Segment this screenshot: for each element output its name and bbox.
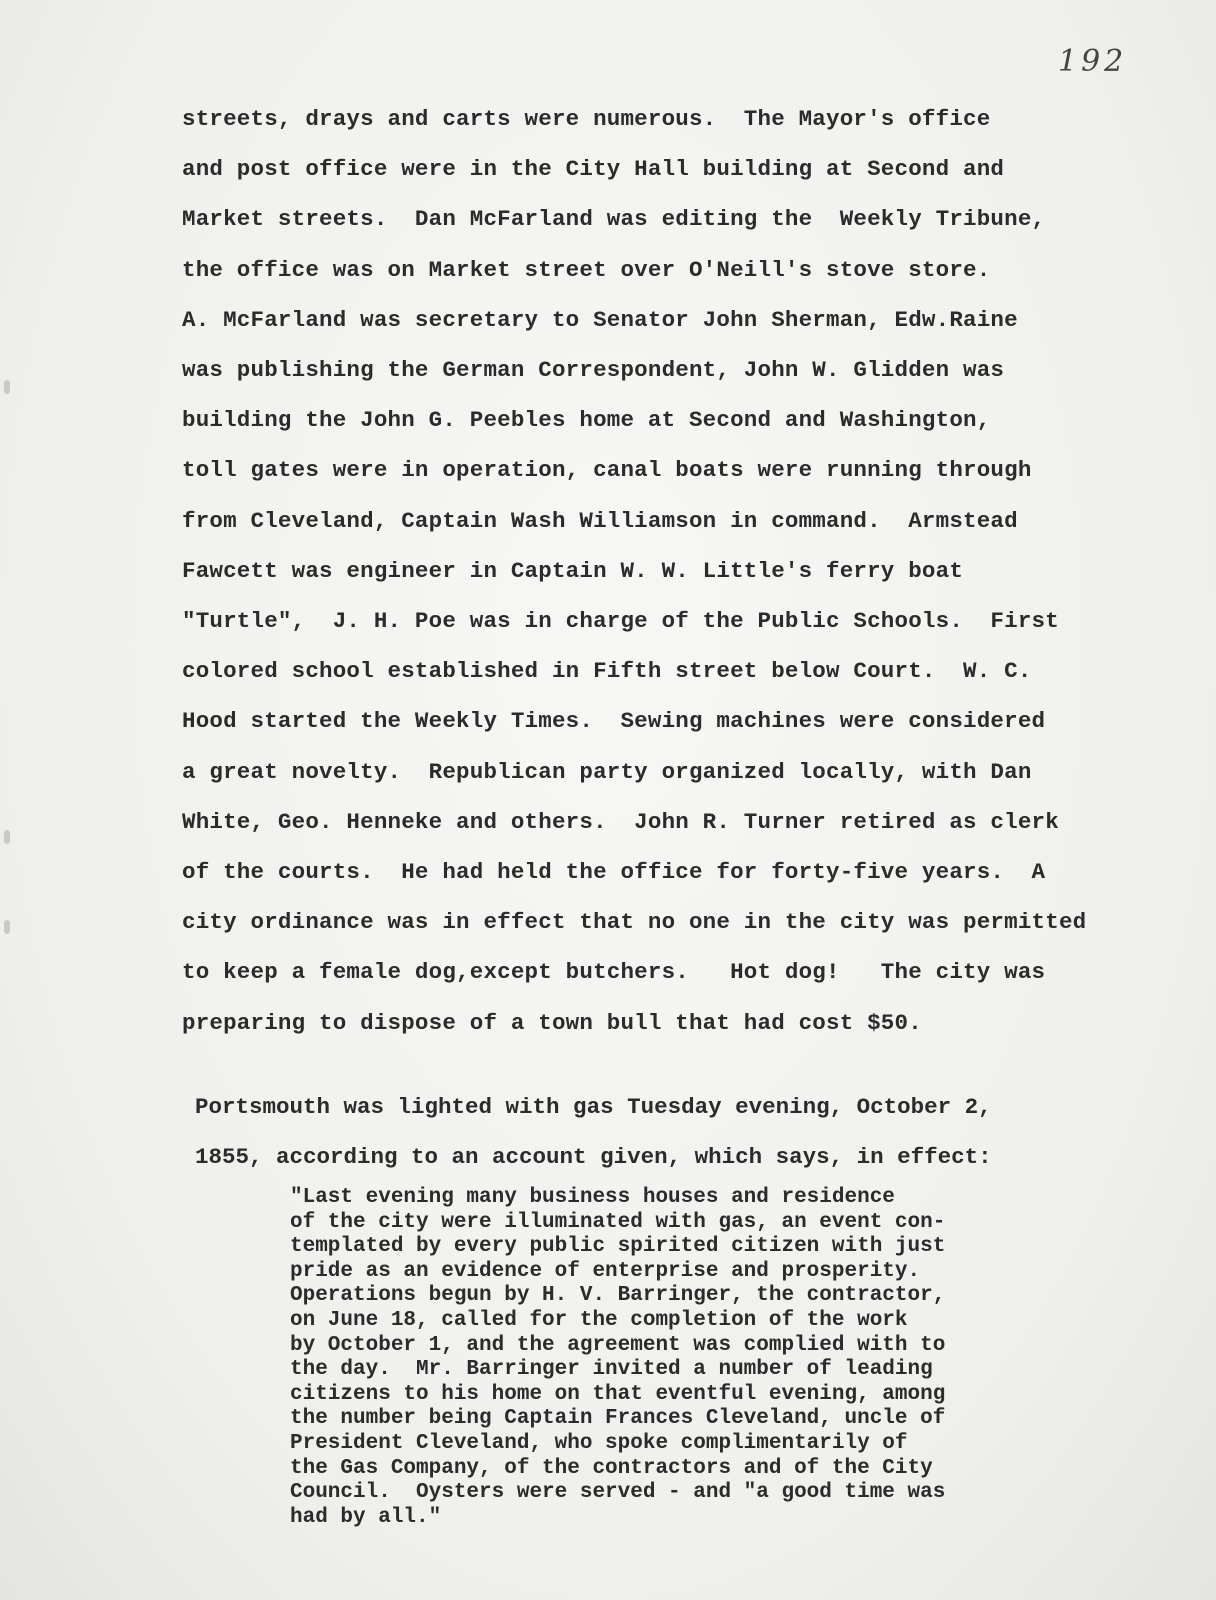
text-line: Fawcett was engineer in Captain W. W. Little's ferry boat: [182, 557, 964, 584]
text-line: streets, drays and carts were numerous. The Mayor's office: [182, 106, 991, 132]
text-line: Market streets. Dan McFarland was editing the Weekly Tribune,: [182, 206, 1046, 233]
page-number: 192: [1058, 44, 1128, 79]
text-line: of the courts. He had held the office for forty-five years. A: [182, 859, 1046, 886]
text-line: 1855, according to an account given, which says, in effect:: [195, 1144, 992, 1170]
quote-line: pride as an evidence of enterprise and prosperity.: [290, 1259, 921, 1283]
text-line: from Cleveland, Captain Wash Williamson in command. Armstead: [182, 507, 1018, 534]
text-line: city ordinance was in effect that no one in the city was permitted: [182, 909, 1087, 936]
text-line: building the John G. Peebles home at Second and Washington,: [182, 407, 991, 434]
quote-line: President Cleveland, who spoke complimentarily of: [290, 1431, 908, 1455]
quote-line: citizens to his home on that eventful evening, among: [290, 1382, 946, 1406]
text-line: preparing to dispose of a town bull that had cost $50.: [182, 1009, 922, 1036]
quote-line: templated by every public spirited citizen with just: [290, 1235, 946, 1259]
text-line: the office was on Market street over O'Neill's stove store.: [182, 256, 991, 283]
quote-line: of the city were illuminated with gas, an event con-: [290, 1210, 946, 1234]
quote-line: Council. Oysters were served - and "a good time was: [290, 1481, 946, 1505]
paragraph-1: [182, 94, 1172, 1048]
paper-edge-mark: [4, 830, 10, 844]
text-line: colored school established in Fifth street below Court. W. C.: [182, 658, 1032, 685]
text-line: A. McFarland was secretary to Senator John Sherman, Edw.Raine: [182, 306, 1018, 333]
quote-line: the number being Captain Frances Cleveland, uncle of: [290, 1407, 946, 1431]
text-line: Hood started the Weekly Times. Sewing machines were considered: [182, 708, 1046, 735]
paragraph-2: [195, 1082, 1185, 1182]
block-quote: [290, 1186, 1090, 1530]
text-line: "Turtle", J. H. Poe was in charge of the Public Schools. First: [182, 608, 1059, 635]
paper-edge-mark: [4, 380, 10, 394]
quote-line: on June 18, called for the completion of the work: [290, 1308, 908, 1332]
quote-line: the Gas Company, of the contractors and of the City: [290, 1456, 933, 1480]
quote-line: by October 1, and the agreement was complied with to: [290, 1333, 946, 1357]
text-line: Portsmouth was lighted with gas Tuesday evening, October 2,: [195, 1094, 992, 1120]
text-line: and post office were in the City Hall building at Second and: [182, 156, 1005, 183]
text-line: toll gates were in operation, canal boats were running through: [182, 457, 1032, 484]
quote-line: Operations begun by H. V. Barringer, the contractor,: [290, 1284, 946, 1308]
text-line: was publishing the German Correspondent, John W. Glidden was: [182, 357, 1005, 384]
quote-line: had by all.": [290, 1505, 442, 1529]
text-line: to keep a female dog,except butchers. Hot dog! The city was: [182, 959, 1046, 986]
text-line: White, Geo. Henneke and others. John R. Turner retired as clerk: [182, 808, 1059, 835]
quote-line: "Last evening many business houses and residence: [290, 1186, 895, 1209]
paper-edge-mark: [4, 920, 10, 934]
text-line: a great novelty. Republican party organized locally, with Dan: [182, 758, 1032, 785]
quote-line: the day. Mr. Barringer invited a number of leading: [290, 1358, 933, 1382]
